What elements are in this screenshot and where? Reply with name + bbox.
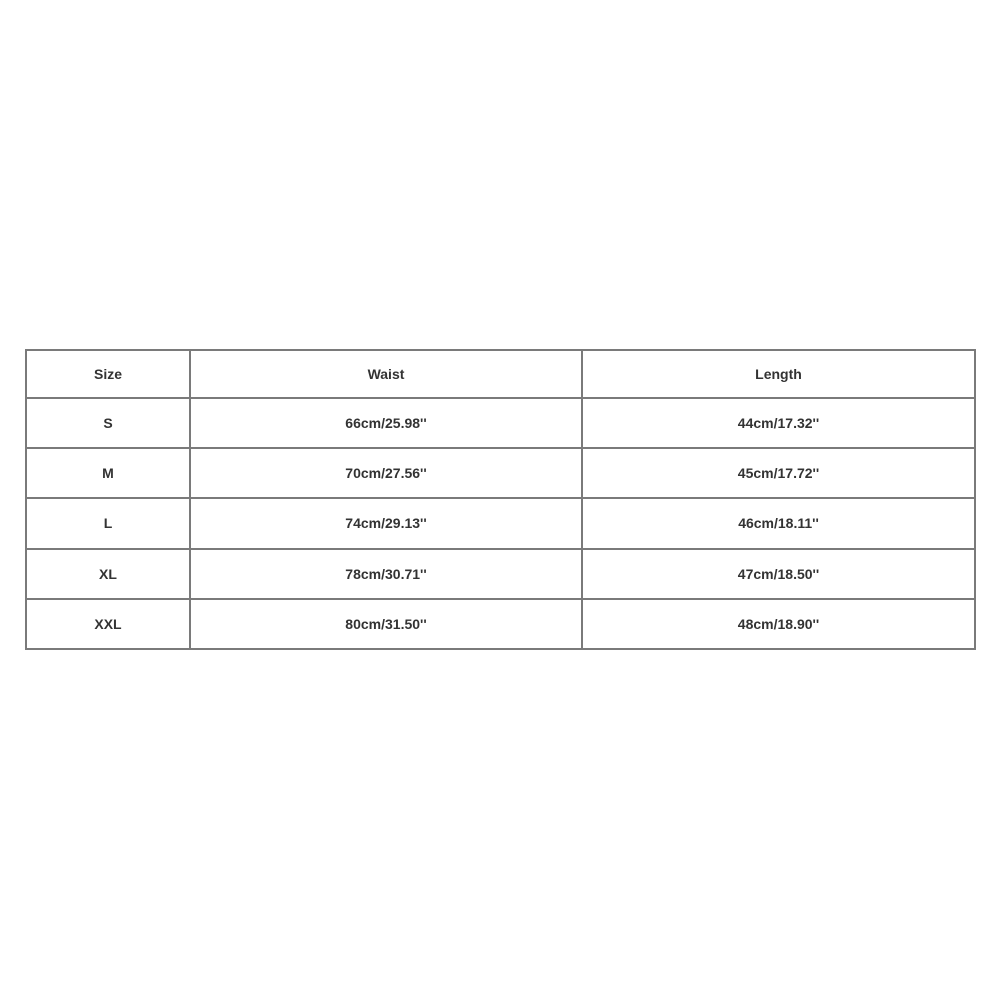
- length-cell: 48cm/18.90'': [582, 599, 975, 649]
- table-row: [26, 549, 975, 599]
- size-cell: XXL: [26, 599, 190, 649]
- header-length: Length: [582, 350, 975, 398]
- size-cell: XL: [26, 549, 190, 599]
- table-header-row: [26, 350, 975, 398]
- header-waist: Waist: [190, 350, 582, 398]
- table-row: [26, 398, 975, 448]
- size-cell: L: [26, 498, 190, 548]
- table-row: [26, 448, 975, 498]
- size-cell: M: [26, 448, 190, 498]
- length-cell: 44cm/17.32'': [582, 398, 975, 448]
- waist-cell: 78cm/30.71'': [190, 549, 582, 599]
- table-row: [26, 498, 975, 548]
- length-cell: 45cm/17.72'': [582, 448, 975, 498]
- table-row: [26, 599, 975, 649]
- waist-cell: 70cm/27.56'': [190, 448, 582, 498]
- length-cell: 47cm/18.50'': [582, 549, 975, 599]
- size-cell: S: [26, 398, 190, 448]
- waist-cell: 74cm/29.13'': [190, 498, 582, 548]
- header-size: Size: [26, 350, 190, 398]
- waist-cell: 66cm/25.98'': [190, 398, 582, 448]
- waist-cell: 80cm/31.50'': [190, 599, 582, 649]
- length-cell: 46cm/18.11'': [582, 498, 975, 548]
- size-chart-table: [25, 349, 976, 650]
